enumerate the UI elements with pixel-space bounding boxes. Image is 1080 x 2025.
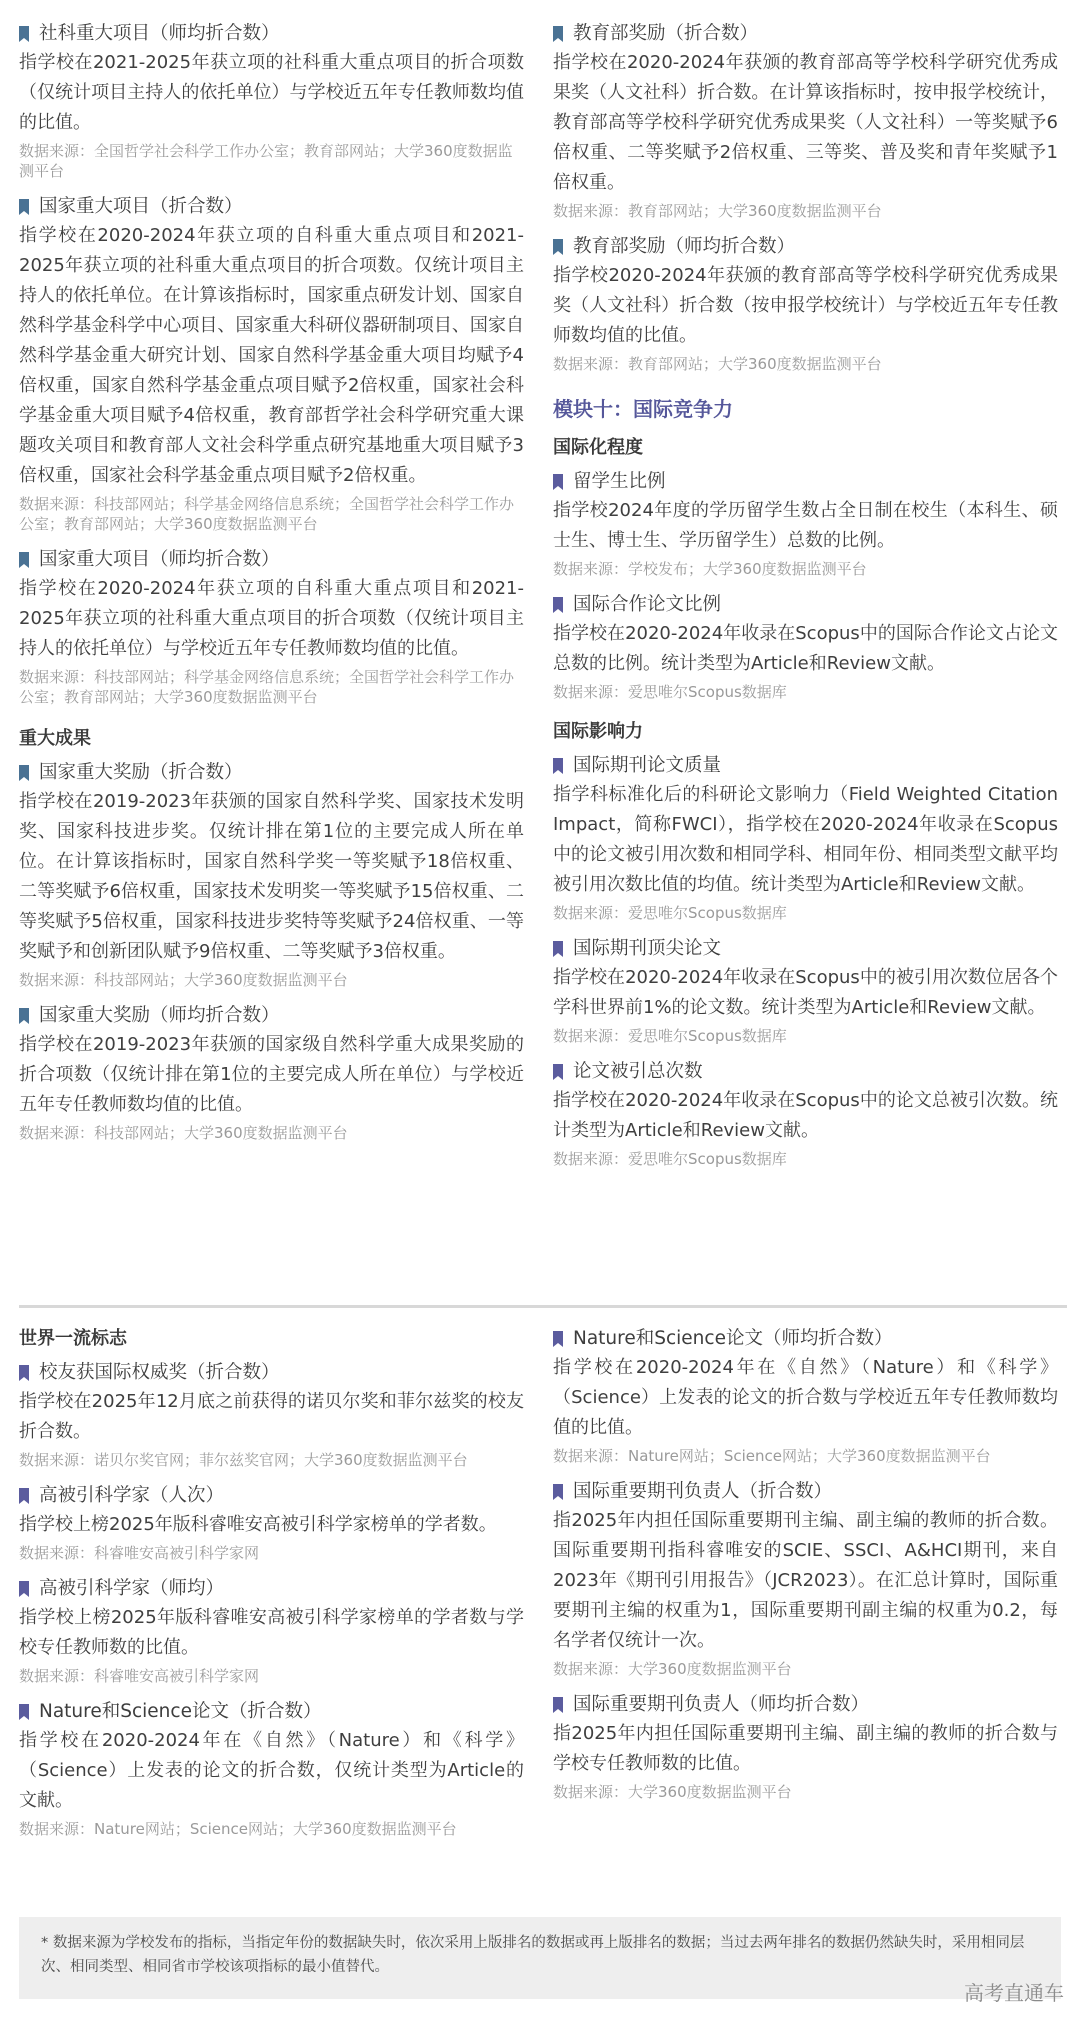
indicator-title: 留学生比例: [573, 471, 666, 492]
bookmark-icon: [553, 239, 563, 255]
indicator-source: 数据来源：诺贝尔奖官网；菲尔兹奖官网；大学360度数据监测平台: [19, 1451, 468, 1469]
indicator-description: 指学校2020-2024年获颁的教育部高等学校科学研究优秀成果奖（人文社科）折合数（按申报学校统计）与学校近五年专任教师数均值的比值。: [553, 265, 1058, 346]
indicator-item: [553, 935, 1058, 1046]
indicator-source: 数据来源：爱思唯尔Scopus数据库: [553, 904, 787, 922]
indicator-item: [553, 1478, 1058, 1679]
indicator-title: Nature和Science论文（折合数）: [39, 1701, 322, 1722]
indicator-item: [553, 1691, 1058, 1802]
indicator-title: Nature和Science论文（师均折合数）: [573, 1328, 893, 1349]
indicator-source: 数据来源：科技部网站；大学360度数据监测平台: [19, 1124, 348, 1142]
indicator-title: 国际重要期刊负责人（折合数）: [573, 1481, 833, 1502]
indicator-item: [553, 1325, 1058, 1466]
bookmark-icon: [553, 758, 563, 774]
section-subheading: 国际化程度: [553, 437, 643, 458]
indicator-source: 数据来源：Nature网站；Science网站；大学360度数据监测平台: [19, 1820, 457, 1838]
bookmark-icon: [553, 474, 563, 490]
bookmark-icon: [19, 1704, 29, 1720]
indicator-description: 指学校在2020-2024年获立项的自科重大重点项目和2021-2025年获立项的社科重大重点项目的折合项数。仅统计项目主持人的依托单位。在计算该指标时，国家重点研发计划、国家自然科学基金科学中心项目、国家重大科研仪器研制项目、国家自然科学基金重大研究计划、国家自然科学基金重大项目均赋予4倍权重，国家自然科学基金重点项目赋予2倍权重，国家社会科学基金重大项目赋予4倍权重，教育部哲学社会科学研究重大课题攻关项目和教育部人文社会科学重点研究基地重大项目赋予3倍权重，国家社会科学基金重点项目赋予2倍权重。: [19, 225, 524, 486]
indicator-source: 数据来源：大学360度数据监测平台: [553, 1783, 792, 1801]
indicator-title: 国际合作论文比例: [573, 594, 722, 615]
indicator-title: 国家重大项目（折合数）: [39, 196, 243, 217]
indicator-source: 数据来源：Nature网站；Science网站；大学360度数据监测平台: [553, 1447, 991, 1465]
bookmark-icon: [553, 1331, 563, 1347]
bookmark-icon: [553, 26, 563, 42]
bookmark-icon: [19, 552, 29, 568]
bookmark-icon: [19, 765, 29, 781]
bookmark-icon: [19, 1581, 29, 1597]
indicator-title: 教育部奖励（师均折合数）: [573, 236, 796, 257]
indicator-title: 高被引科学家（人次）: [39, 1485, 225, 1506]
module-title: 模块十：国际竞争力: [553, 397, 733, 421]
right-column-bottom: [553, 1325, 1058, 1814]
bookmark-icon: [553, 597, 563, 613]
indicator-item: [19, 1482, 524, 1563]
indicator-item: [19, 1359, 524, 1470]
indicator-description: 指学校在2020-2024年收录在Scopus中的国际合作论文占论文总数的比例。统计类型为Article和Review文献。: [553, 623, 1058, 674]
indicator-item: [19, 193, 524, 534]
indicator-source: 数据来源：科技部网站；科学基金网络信息系统；全国哲学社会科学工作办公室；教育部网站；大学360度数据监测平台: [19, 495, 515, 533]
indicator-source: 数据来源：学校发布；大学360度数据监测平台: [553, 560, 867, 578]
indicator-title: 社科重大项目（师均折合数）: [39, 23, 280, 44]
indicator-title: 高被引科学家（师均）: [39, 1578, 225, 1599]
indicator-description: 指学校在2020-2024年在《自然》（Nature）和《科学》（Science）上发表的论文的折合数与学校近五年专任教师数均值的比值。: [553, 1357, 1058, 1438]
indicator-item: [19, 1002, 524, 1143]
indicator-description: 指学校在2019-2023年获颁的国家级自然科学重大成果奖励的折合项数（仅统计排在第1位的主要完成人所在单位）与学校近五年专任教师数均值的比值。: [19, 1034, 524, 1115]
indicator-description: 指学校在2020-2024年获立项的自科重大重点项目和2021-2025年获立项的社科重大重点项目的折合项数（仅统计项目主持人的依托单位）与学校近五年专任教师数均值的比值。: [19, 578, 524, 659]
section-divider: [19, 1305, 1067, 1308]
indicator-source: 数据来源：科技部网站；大学360度数据监测平台: [19, 971, 348, 989]
indicator-description: 指学校在2020-2024年在《自然》（Nature）和《科学》（Science）上发表的论文的折合数，仅统计类型为Article的文献。: [19, 1730, 524, 1811]
bookmark-icon: [19, 1008, 29, 1024]
indicator-item: [553, 752, 1058, 923]
section-subheading: 世界一流标志: [19, 1328, 127, 1349]
indicator-source: 数据来源：全国哲学社会科学工作办公室；教育部网站；大学360度数据监测平台: [19, 142, 513, 180]
indicator-title: 国家重大奖励（师均折合数）: [39, 1005, 280, 1026]
indicator-source: 数据来源：教育部网站；大学360度数据监测平台: [553, 202, 882, 220]
indicator-item: [19, 759, 524, 990]
indicator-item: [553, 591, 1058, 702]
indicator-source: 数据来源：科睿唯安高被引科学家网: [19, 1544, 260, 1562]
indicator-description: 指学校上榜2025年版科睿唯安高被引科学家榜单的学者数与学校专任教师数的比值。: [19, 1607, 524, 1658]
indicator-item: [19, 546, 524, 707]
left-column-bottom: [19, 1325, 524, 1851]
indicator-title: 论文被引总次数: [573, 1061, 703, 1082]
bookmark-icon: [553, 1484, 563, 1500]
indicator-description: 指学校在2020-2024年收录在Scopus中的论文总被引次数。统计类型为Article和Review文献。: [553, 1090, 1058, 1141]
indicator-item: [553, 233, 1058, 374]
bookmark-icon: [553, 1064, 563, 1080]
watermark: 高考直通车: [964, 1981, 1064, 2005]
right-column-top: [553, 20, 1058, 1181]
indicator-source: 数据来源：爱思唯尔Scopus数据库: [553, 683, 787, 701]
indicator-description: 指学校在2025年12月底之前获得的诺贝尔奖和菲尔兹奖的校友折合数。: [19, 1391, 524, 1442]
indicator-source: 数据来源：爱思唯尔Scopus数据库: [553, 1027, 787, 1045]
indicator-item: [553, 468, 1058, 579]
footnote-box: * 数据来源为学校发布的指标，当指定年份的数据缺失时，依次采用上版排名的数据或再上版排名的数据；当过去两年排名的数据仍然缺失时，采用相同层次、相同类型、相同省市学校该项指标的最小值替代。: [19, 1917, 1061, 1999]
indicator-description: 指学校在2020-2024年收录在Scopus中的被引用次数位居各个学科世界前1%的论文数。统计类型为Article和Review文献。: [553, 967, 1058, 1018]
bookmark-icon: [19, 1488, 29, 1504]
bookmark-icon: [19, 1365, 29, 1381]
bookmark-icon: [553, 1697, 563, 1713]
indicator-description: 指学校上榜2025年版科睿唯安高被引科学家榜单的学者数。: [19, 1514, 497, 1535]
indicator-description: 指学校在2021-2025年获立项的社科重大重点项目的折合项数（仅统计项目主持人的依托单位）与学校近五年专任教师数均值的比值。: [19, 52, 524, 133]
indicator-item: [19, 1575, 524, 1686]
indicator-item: [19, 20, 524, 181]
bookmark-icon: [19, 199, 29, 215]
bookmark-icon: [553, 941, 563, 957]
indicator-title: 校友获国际权威奖（折合数）: [39, 1362, 280, 1383]
indicator-title: 教育部奖励（折合数）: [573, 23, 759, 44]
indicator-description: 指学校2024年度的学历留学生数占全日制在校生（本科生、硕士生、博士生、学历留学生）总数的比例。: [553, 500, 1058, 551]
indicator-source: 数据来源：科技部网站；科学基金网络信息系统；全国哲学社会科学工作办公室；教育部网站；大学360度数据监测平台: [19, 668, 515, 706]
indicator-description: 指学校在2019-2023年获颁的国家自然科学奖、国家技术发明奖、国家科技进步奖。仅统计排在第1位的主要完成人所在单位。在计算该指标时，国家自然科学奖一等奖赋予18倍权重、二等奖赋予6倍权重，国家技术发明奖一等奖赋予15倍权重、二等奖赋予5倍权重，国家科技进步奖特等奖赋予24倍权重、一等奖赋予和创新团队赋予9倍权重、二等奖赋予3倍权重。: [19, 791, 524, 962]
indicator-description: 指学校在2020-2024年获颁的教育部高等学校科学研究优秀成果奖（人文社科）折合数。在计算该指标时，按申报学校统计，教育部高等学校科学研究优秀成果奖（人文社科）一等奖赋予6倍权重、二等奖赋予2倍权重、三等奖、普及奖和青年奖赋予1倍权重。: [553, 52, 1058, 193]
bookmark-icon: [19, 26, 29, 42]
section-subheading: 重大成果: [19, 728, 91, 749]
indicator-item: [553, 1058, 1058, 1169]
indicator-source: 数据来源：爱思唯尔Scopus数据库: [553, 1150, 787, 1168]
indicator-title: 国际期刊顶尖论文: [573, 938, 722, 959]
indicator-source: 数据来源：教育部网站；大学360度数据监测平台: [553, 355, 882, 373]
indicator-title: 国家重大项目（师均折合数）: [39, 549, 280, 570]
indicator-item: [553, 20, 1058, 221]
left-column-top: [19, 20, 524, 1155]
indicator-source: 数据来源：科睿唯安高被引科学家网: [19, 1667, 260, 1685]
indicator-title: 国家重大奖励（折合数）: [39, 762, 243, 783]
indicator-source: 数据来源：大学360度数据监测平台: [553, 1660, 792, 1678]
indicator-description: 指2025年内担任国际重要期刊主编、副主编的教师的折合数。国际重要期刊指科睿唯安的SCIE、SSCI、A&HCI期刊，来自2023年《期刊引用报告》（JCR2023）。在汇总计算时，国际重要期刊主编的权重为1，国际重要期刊副主编的权重为0.2，每名学者仅统计一次。: [553, 1510, 1058, 1651]
indicator-title: 国际重要期刊负责人（师均折合数）: [573, 1694, 870, 1715]
section-subheading: 国际影响力: [553, 721, 643, 742]
indicator-title: 国际期刊论文质量: [573, 755, 722, 776]
indicator-item: [19, 1698, 524, 1839]
indicator-description: 指学科标准化后的科研论文影响力（Field Weighted Citation Impact，简称FWCI），指学校在2020-2024年收录在Scopus中的论文被引用次数和相同学科、相同年份、相同类型文献平均被引用次数比值的均值。统计类型为Article和Review文献。: [553, 784, 1058, 895]
indicator-description: 指2025年内担任国际重要期刊主编、副主编的教师的折合数与学校专任教师数的比值。: [553, 1723, 1058, 1774]
